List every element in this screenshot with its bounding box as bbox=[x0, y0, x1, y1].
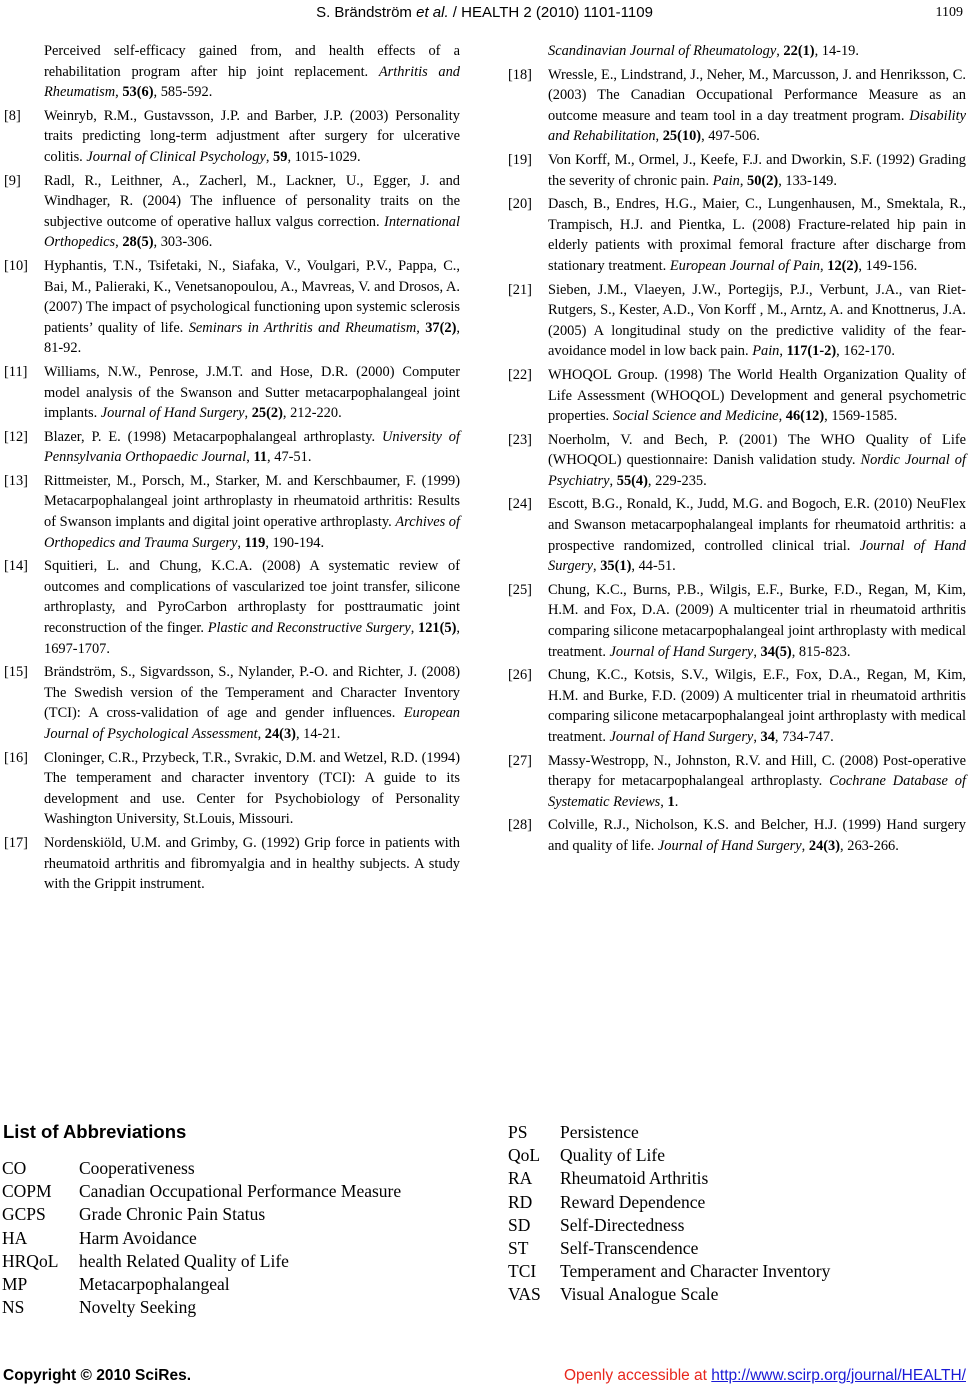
journal-name: Cochrane Database of Systematic Reviews bbox=[548, 773, 967, 810]
volume-number: 55(4) bbox=[616, 472, 648, 489]
reference-text: , bbox=[753, 729, 761, 745]
journal-name: Social Science and Medicine bbox=[612, 408, 779, 425]
reference-text: , bbox=[416, 319, 426, 336]
reference-text: , 212-220. bbox=[282, 405, 342, 422]
journal-name: Journal of Hand Surgery bbox=[548, 537, 966, 575]
abbreviation-code: HA bbox=[2, 1227, 28, 1248]
author-text: S. Brändström bbox=[316, 4, 417, 21]
reference-item bbox=[4, 427, 460, 468]
reference-text: , bbox=[244, 405, 252, 422]
reference-number: [14] bbox=[4, 558, 28, 575]
volume-number: 24(3) bbox=[264, 726, 296, 742]
abbreviation-meaning: Cooperativeness bbox=[79, 1158, 195, 1178]
reference-text: , bbox=[820, 257, 828, 274]
reference-item bbox=[508, 815, 966, 856]
reference-text: , bbox=[739, 172, 748, 189]
reference-text: , 815-823. bbox=[791, 643, 851, 660]
abbreviation-row bbox=[2, 1250, 401, 1273]
reference-text: , bbox=[801, 837, 809, 854]
reference-item bbox=[4, 662, 460, 744]
abbreviation-row bbox=[2, 1203, 401, 1226]
reference-number: [19] bbox=[508, 151, 532, 168]
journal-name: European Journal of Psychological Assessment bbox=[44, 705, 460, 742]
reference-item bbox=[4, 362, 460, 424]
open-access-label: Openly accessible at bbox=[563, 1367, 712, 1384]
abbreviation-meaning: Visual Analogue Scale bbox=[560, 1284, 719, 1305]
reference-text: Escott, B.G., Ronald, K., Judd, M.G. and Bogoch, E.R. (2010) NeuFlex and Swanson metacarpophalangeal implants for rheumatoid arthritis: a prospective randomized, controlled clinical trial. bbox=[548, 496, 966, 554]
reference-text: Wressle, E., Lindstrand, J., Neher, M., Marcusson, J. and Henriksson, C. (2003) The Canadian Occupational Performance Measure as an outcome measure and team tool in a day treatment program. bbox=[548, 66, 966, 124]
volume-number: 121(5) bbox=[418, 620, 457, 637]
journal-name: University of Pennsylvania Orthopaedic Journal bbox=[44, 428, 460, 466]
page-number: 1109 bbox=[935, 5, 963, 20]
journal-volume-text: / HEALTH 2 (2010) 1101-1109 bbox=[448, 4, 653, 21]
journal-name: Archives of Orthopedics and Trauma Surgery bbox=[44, 514, 461, 551]
reference-text: , bbox=[776, 43, 784, 59]
reference-item bbox=[4, 471, 460, 553]
references-column-left bbox=[4, 41, 460, 898]
abbreviation-code: HRQoL bbox=[2, 1250, 59, 1271]
volume-number: 12(2) bbox=[827, 257, 859, 274]
reference-number: [27] bbox=[508, 752, 532, 769]
abbreviation-row bbox=[2, 1296, 401, 1319]
volume-number: 50(2) bbox=[747, 172, 779, 189]
abbreviation-row bbox=[508, 1144, 830, 1167]
reference-text: Chung, K.C., Burns, P.B., Wilgis, E.F., Burke, F.D., Regan, M, Kim, H.M. and Fox, D.A. (2009) A multicenter trial in rheumatoid arthritis comparing silicone metacarpophalangeal joint arthroplasty with medical treatment. bbox=[548, 581, 966, 660]
reference-text: Nordenskiöld, U.M. and Grimby, G. (1992) Grip force in patients with rheumatoid arthritis and fibromyalgia and in healthy subjects. A study with the Grippit instrument. bbox=[44, 834, 460, 893]
journal-name: Nordic Journal of Psychiatry bbox=[548, 452, 966, 489]
reference-number: [22] bbox=[508, 366, 532, 383]
abbreviation-row bbox=[508, 1237, 830, 1260]
reference-text: Dasch, B., Endres, H.G., Maier, C., Lungenhausen, M., Smektala, R., Trampisch, H.J. and Pientka, L. (2008) Fracture-related hip pain in elderly patients with proximal femoral fracture after discharge from stationary treatment. bbox=[548, 196, 966, 274]
reference-item bbox=[4, 833, 460, 895]
journal-name: Pain bbox=[712, 172, 740, 189]
abbreviation-row bbox=[508, 1214, 830, 1237]
page-footer bbox=[0, 1367, 969, 1387]
journal-name: Journal of Hand Surgery bbox=[657, 837, 802, 854]
reference-text: Sieben, J.M., Vlaeyen, J.W., Portegijs, P.J., Verbunt, J.A., van Riet-Rutgers, S., Kester, A.D., Von Korff , M., Arntz, A. and Knottnerus, J.A. (2005) A longitudinal study on the predictive validity of the fear-avoidance model in low back pain. bbox=[548, 281, 966, 360]
reference-text: , 1015-1029. bbox=[287, 148, 361, 165]
copyright-text: Copyright © 2010 SciRes. bbox=[3, 1367, 192, 1384]
reference-number: [10] bbox=[4, 257, 28, 274]
abbreviation-row bbox=[508, 1191, 830, 1214]
abbreviation-meaning: Metacarpophalangeal bbox=[79, 1274, 230, 1295]
reference-item bbox=[508, 41, 966, 62]
abbreviation-meaning: Self-Directedness bbox=[560, 1214, 685, 1235]
abbreviation-row bbox=[2, 1157, 401, 1180]
reference-text: , bbox=[593, 558, 601, 575]
abbreviation-meaning: Canadian Occupational Performance Measure bbox=[79, 1181, 402, 1202]
abbreviation-code: MP bbox=[2, 1274, 28, 1295]
reference-number: [23] bbox=[508, 431, 532, 448]
reference-number: [24] bbox=[508, 496, 532, 513]
abbreviation-code: PS bbox=[508, 1122, 528, 1142]
abbreviation-code: RA bbox=[508, 1168, 533, 1189]
reference-number: [16] bbox=[4, 749, 28, 766]
abbreviation-code: QoL bbox=[508, 1145, 541, 1166]
reference-text: , bbox=[115, 234, 123, 251]
journal-name: Seminars in Arthritis and Rheumatism bbox=[188, 319, 417, 336]
reference-text: Rittmeister, M., Porsch, M., Starker, M. and Kerschbaumer, F. (1999) Metacarpophalangeal joint arthroplasty in rheumatoid arthritis: Results of Swanson implants and digital joint operative arthroplasty. bbox=[44, 472, 460, 531]
reference-text: , 162-170. bbox=[836, 343, 895, 360]
reference-item bbox=[508, 194, 966, 276]
abbreviation-code: VAS bbox=[508, 1284, 541, 1305]
reference-text: , 229-235. bbox=[647, 472, 707, 489]
reference-text: , bbox=[246, 449, 254, 466]
journal-name: Arthritis and Rheumatism bbox=[44, 63, 460, 101]
reference-text: , bbox=[778, 408, 786, 425]
reference-item bbox=[508, 65, 966, 147]
reference-number: [12] bbox=[4, 428, 28, 445]
reference-text: , 14-19. bbox=[814, 43, 859, 59]
reference-text: , bbox=[237, 534, 245, 551]
reference-text: , bbox=[257, 726, 265, 742]
journal-name: Pain bbox=[752, 343, 780, 360]
reference-text: Blazer, P. E. (1998) Metacarpophalangeal arthroplasty. bbox=[44, 428, 382, 445]
abbreviation-meaning: Rheumatoid Arthritis bbox=[560, 1168, 709, 1189]
reference-item bbox=[4, 748, 460, 830]
reference-text: , 263-266. bbox=[840, 837, 899, 854]
reference-text: , 585-592. bbox=[153, 84, 213, 101]
volume-number: 24(3) bbox=[808, 837, 841, 854]
volume-number: 28(5) bbox=[122, 234, 154, 251]
volume-number: 34(5) bbox=[760, 643, 792, 660]
reference-text: Massy-Westropp, N., Johnston, R.V. and Hill, C. (2008) Post-operative therapy for metacarpophalangeal arthroplasty. bbox=[548, 752, 966, 790]
journal-name: Journal of Hand Surgery bbox=[100, 405, 245, 422]
volume-number: 37(2) bbox=[425, 319, 457, 336]
reference-item bbox=[508, 150, 966, 191]
reference-text: Colville, R.J., Nicholson, K.S. and Belcher, H.J. (1999) Hand surgery and quality of life. bbox=[548, 817, 966, 854]
reference-text: Cloninger, C.R., Przybeck, T.R., Svrakic, D.M. and Wetzel, R.D. (1994) The temperament and character inventory (TCI): A guide to its development and use. Center for Psychobiology of Personality Washington University, St.Louis, Missouri. bbox=[44, 749, 460, 828]
abbreviation-meaning: Grade Chronic Pain Status bbox=[79, 1204, 266, 1225]
journal-name: International Orthopedics bbox=[44, 213, 460, 251]
reference-text: , bbox=[660, 793, 668, 810]
reference-text: Hyphantis, T.N., Tsifetaki, N., Siafaka, V., Voulgari, P.V., Pappa, C., Bai, M., Palieraki, K., Venetsanopoulou, A., Mavreas, V. and Drosos, A. (2007) The impact of psychological functioning upon systemic sclerosis patients’ quality of life. bbox=[44, 257, 460, 336]
reference-text: , 44-51. bbox=[631, 558, 676, 575]
volume-number: 1 bbox=[667, 793, 675, 810]
abbreviations-heading: List of Abbreviations bbox=[3, 1121, 187, 1142]
abbreviation-code: GCPS bbox=[2, 1204, 46, 1225]
reference-text: Von Korff, M., Ormel, J., Keefe, F.J. and Dworkin, S.F. (1992) Grading the severity of chronic pain. bbox=[548, 151, 966, 189]
journal-name: European Journal of Pain bbox=[669, 257, 821, 274]
abbreviation-row bbox=[508, 1283, 830, 1306]
abbreviation-meaning: Harm Avoidance bbox=[79, 1227, 197, 1248]
reference-text: , bbox=[779, 343, 787, 360]
volume-number: 25(2) bbox=[251, 405, 283, 422]
open-access-note bbox=[564, 1367, 966, 1385]
reference-text: , bbox=[410, 620, 419, 637]
reference-number: [18] bbox=[508, 66, 532, 83]
reference-text: , 149-156. bbox=[858, 257, 918, 274]
abbreviations-list-right bbox=[508, 1121, 830, 1307]
reference-number: [28] bbox=[508, 817, 532, 834]
reference-number: [25] bbox=[508, 581, 532, 598]
abbreviation-meaning: Novelty Seeking bbox=[79, 1297, 197, 1318]
reference-number: [21] bbox=[508, 281, 532, 298]
reference-text: , bbox=[655, 128, 663, 145]
reference-number: [15] bbox=[4, 664, 28, 681]
journal-name: Journal of Hand Surgery bbox=[609, 643, 754, 660]
volume-number: 34 bbox=[760, 729, 775, 745]
reference-text: , 1569-1585. bbox=[824, 408, 898, 425]
reference-text: , 81-92. bbox=[44, 319, 460, 357]
abbreviation-meaning: Self-Transcendence bbox=[560, 1238, 699, 1259]
reference-item bbox=[4, 41, 460, 103]
abbreviation-row bbox=[508, 1260, 830, 1283]
volume-number: 25(10) bbox=[662, 128, 702, 145]
journal-name: Scandinavian Journal of Rheumatology bbox=[548, 43, 777, 59]
abbreviation-meaning: Reward Dependence bbox=[560, 1191, 706, 1212]
reference-number: [9] bbox=[4, 172, 21, 189]
journal-name: Journal of Hand Surgery bbox=[609, 729, 754, 745]
volume-number: 119 bbox=[244, 534, 266, 551]
reference-item bbox=[508, 494, 966, 576]
reference-text: Brändström, S., Sigvardsson, S., Nylander, P.-O. and Richter, J. (2008) The Swedish version of the Temperament and Character Inventory (TCI): A cross-validation of age and gender influences. bbox=[44, 664, 460, 722]
reference-text: , 497-506. bbox=[701, 128, 760, 145]
journal-name: Plastic and Reconstructive Surgery bbox=[207, 620, 411, 637]
volume-number: 46(12) bbox=[785, 408, 825, 425]
reference-item bbox=[4, 171, 460, 253]
reference-item bbox=[4, 556, 460, 659]
et-al-text: et al. bbox=[416, 4, 449, 21]
abbreviation-row bbox=[508, 1121, 830, 1144]
abbreviation-code: CO bbox=[2, 1158, 27, 1178]
reference-text: Noerholm, V. and Bech, P. (2001) The WHO Quality of Life (WHOQOL) questionnaire: Danish validation study. bbox=[548, 431, 966, 469]
reference-number: [8] bbox=[4, 107, 21, 124]
abbreviation-meaning: health Related Quality of Life bbox=[79, 1250, 289, 1271]
reference-item bbox=[508, 430, 966, 492]
reference-text: Williams, N.W., Penrose, J.M.T. and Hose, D.R. (2000) Computer model analysis of the Swanson and Sutter metacarpophalangeal joint implants. bbox=[44, 363, 460, 422]
reference-text: , 303-306. bbox=[153, 234, 213, 251]
abbreviation-row bbox=[508, 1167, 830, 1190]
reference-number: [11] bbox=[4, 363, 28, 380]
reference-number: [26] bbox=[508, 667, 532, 684]
reference-text: , 47-51. bbox=[267, 449, 312, 466]
abbreviations-list-left bbox=[2, 1157, 401, 1319]
abbreviation-row bbox=[2, 1227, 401, 1250]
volume-number: 53(6) bbox=[122, 84, 154, 101]
reference-item bbox=[508, 365, 966, 427]
abbreviation-row bbox=[2, 1180, 401, 1203]
reference-text: , bbox=[753, 643, 761, 660]
reference-item bbox=[508, 665, 966, 747]
abbreviation-meaning: Temperament and Character Inventory bbox=[560, 1261, 831, 1282]
reference-item bbox=[4, 106, 460, 168]
volume-number: 117(1-2) bbox=[786, 343, 837, 360]
volume-number: 59 bbox=[273, 148, 288, 165]
journal-name: Disability and Rehabilitation bbox=[548, 107, 966, 145]
reference-text: , 190-194. bbox=[265, 534, 325, 551]
volume-number: 11 bbox=[253, 449, 268, 466]
reference-text: Squitieri, L. and Chung, K.C.A. (2008) A systematic review of outcomes and complications of vascularized toe joint transfer, silicone arthroplasty, and PyroCarbon arthroplasty for posttraumatic joint reconstruction of the finger. bbox=[44, 558, 460, 637]
reference-text: , 1697-1707. bbox=[44, 620, 460, 657]
reference-text: , 133-149. bbox=[778, 172, 837, 189]
running-header bbox=[0, 4, 969, 24]
reference-item bbox=[508, 580, 966, 662]
reference-number: [13] bbox=[4, 472, 28, 489]
reference-number: [20] bbox=[508, 196, 532, 213]
reference-text: . bbox=[674, 793, 679, 810]
reference-text: Chung, K.C., Kotsis, S.V., Wilgis, E.F., Fox, D.A., Regan, M, Kim, H.M. and Burke, F.D. (2009) A multicenter trial in rheumatoid arthritis comparing silicone metacarpophalangeal joint arthroplasty with medical treatment. bbox=[548, 667, 966, 745]
reference-text: Perceived self-efficacy gained from, and health effects of a rehabilitation program after hip joint replacement. bbox=[44, 43, 460, 80]
reference-item bbox=[4, 256, 460, 359]
abbreviation-row bbox=[2, 1273, 401, 1296]
reference-text: , bbox=[115, 84, 123, 101]
journal-link[interactable]: http://www.scirp.org/journal/HEALTH/ bbox=[711, 1367, 966, 1384]
abbreviation-meaning: Persistence bbox=[560, 1122, 639, 1142]
reference-item bbox=[508, 280, 966, 362]
reference-text: WHOQOL Group. (1998) The World Health Organization Quality of Life Assessment (WHOQOL) Development and general psychometric properties. bbox=[548, 366, 966, 425]
references-column-right bbox=[508, 41, 966, 860]
journal-citation bbox=[0, 4, 969, 21]
abbreviation-code: SD bbox=[508, 1214, 531, 1235]
abbreviation-meaning: Quality of Life bbox=[560, 1145, 665, 1166]
abbreviation-code: RD bbox=[508, 1191, 533, 1212]
reference-number: [17] bbox=[4, 834, 28, 851]
reference-text: , 14-21. bbox=[295, 726, 341, 742]
reference-text: , bbox=[265, 148, 274, 165]
abbreviation-code: ST bbox=[508, 1238, 529, 1259]
reference-text: Weinryb, R.M., Gustavsson, J.P. and Barber, J.P. (2003) Personality traits predicting long-term adjustment after surgery for ulcerative colitis. bbox=[44, 107, 460, 165]
volume-number: 22(1) bbox=[783, 43, 815, 59]
journal-name: Journal of Clinical Psychology bbox=[86, 148, 266, 165]
reference-text: , 734-747. bbox=[774, 729, 834, 745]
reference-text: Radl, R., Leithner, A., Zacherl, M., Lackner, U., Egger, J. and Windhager, R. (2004) The influence of personality traits on the subjective outcome of operative hallux valgus correction. bbox=[44, 172, 460, 230]
abbreviation-code: TCI bbox=[508, 1261, 537, 1282]
abbreviation-code: COPM bbox=[2, 1181, 52, 1202]
reference-text: , bbox=[609, 472, 617, 489]
volume-number: 35(1) bbox=[600, 558, 632, 575]
abbreviation-code: NS bbox=[2, 1297, 25, 1318]
reference-item bbox=[508, 751, 966, 813]
